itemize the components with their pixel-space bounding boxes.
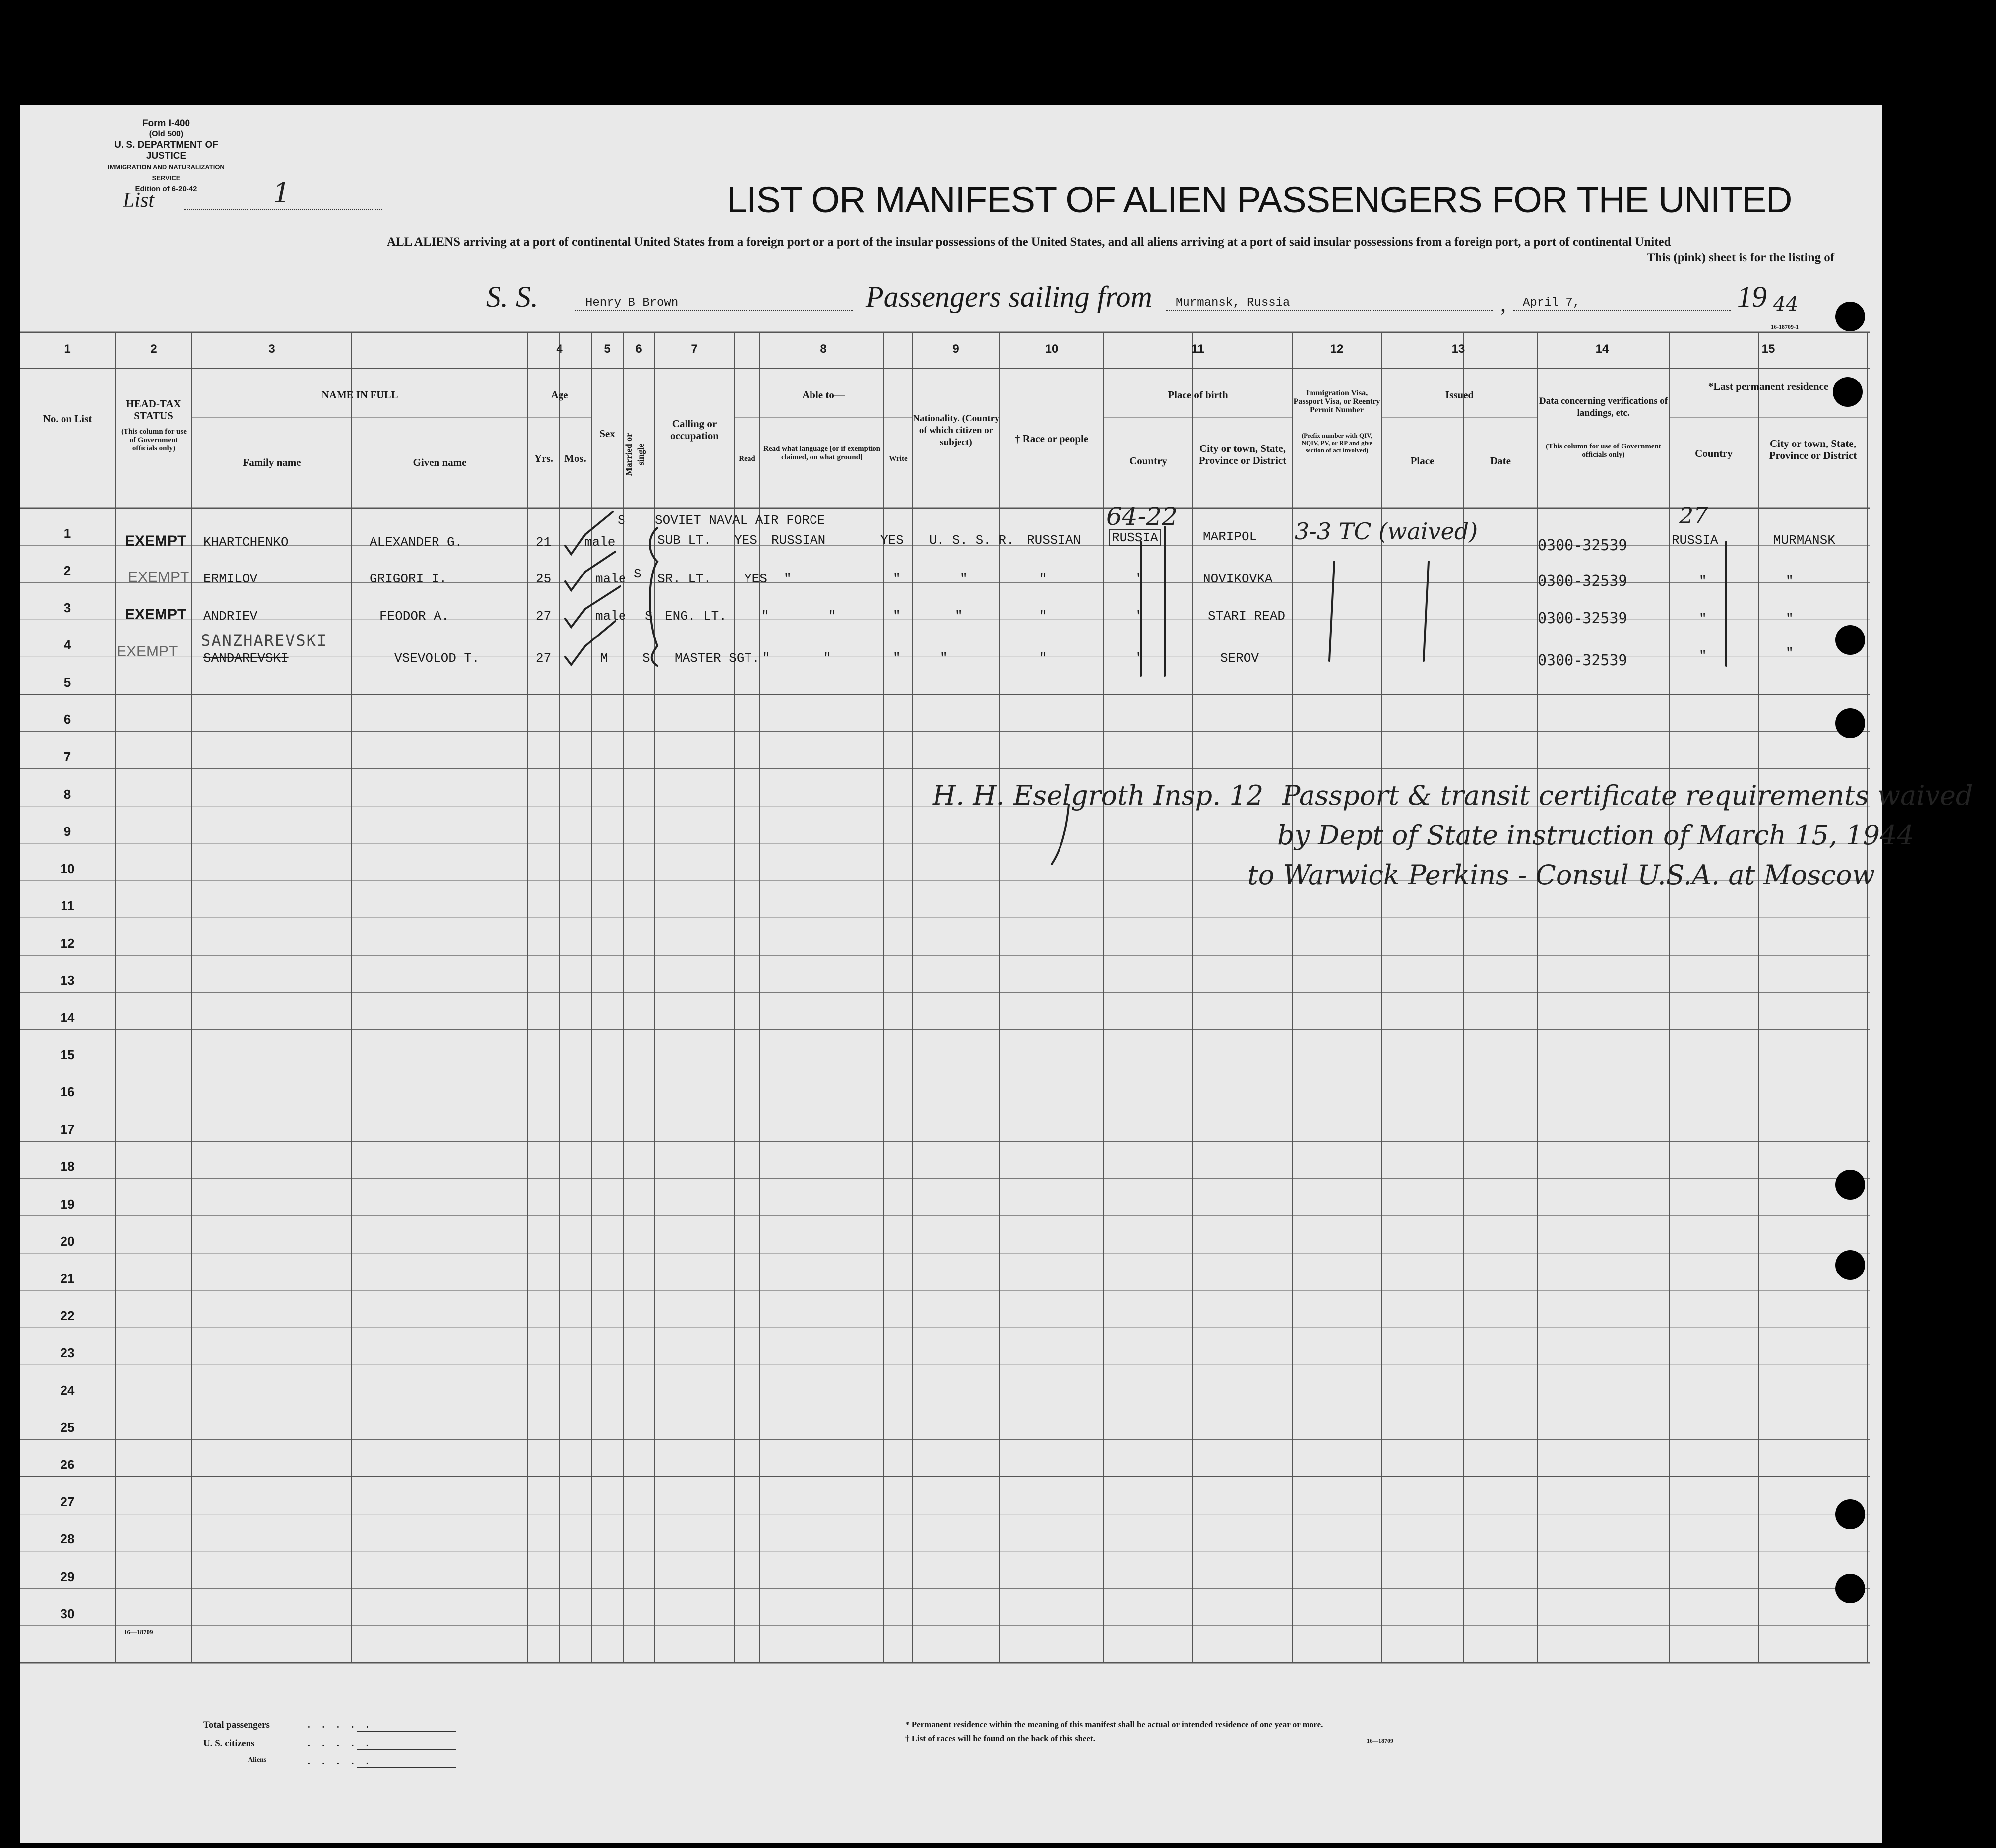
nationality: U. S. S. R. xyxy=(929,533,1014,548)
header-read: Read xyxy=(739,455,755,463)
column-number: 10 xyxy=(1045,342,1059,356)
row-number: 4 xyxy=(63,637,71,653)
row-number: 19 xyxy=(60,1196,75,1211)
head-tax-status: EXEMPT xyxy=(125,606,187,623)
column-number: 2 xyxy=(150,342,157,356)
verification-data: 0300-32539 xyxy=(1538,573,1627,590)
list-label: List xyxy=(123,189,155,212)
header-res-country: Country xyxy=(1695,447,1733,459)
age-years: 27 xyxy=(536,609,552,624)
given-name: ALEXANDER G. xyxy=(370,535,463,550)
residence-mark: 27 xyxy=(1679,502,1708,529)
sailing-label: Passengers sailing from xyxy=(866,280,1152,313)
marital-status: S xyxy=(645,609,653,624)
row-number: 12 xyxy=(60,935,75,951)
sex: male xyxy=(595,572,626,586)
birth-country: " xyxy=(1136,572,1144,586)
header-sex: Sex xyxy=(599,428,615,440)
header-age: Age xyxy=(551,389,568,401)
nationality: " xyxy=(940,651,948,666)
row-number: 11 xyxy=(61,898,74,913)
row-number: 6 xyxy=(63,712,71,727)
row-number: 7 xyxy=(63,749,71,765)
read: YES xyxy=(734,533,757,548)
row-number: 26 xyxy=(60,1457,75,1472)
header-birth-city: City or town, State, Province or District xyxy=(1198,443,1287,466)
family-name: ERMILOV xyxy=(203,572,258,586)
column-number: 4 xyxy=(556,342,563,356)
nationality: " xyxy=(960,572,968,586)
residence-city: " xyxy=(1786,611,1794,626)
residence-country: " xyxy=(1699,611,1707,626)
row-number: 18 xyxy=(60,1159,75,1174)
form-old-number: (Old 500) xyxy=(149,130,184,138)
row-number: 23 xyxy=(60,1345,75,1360)
header-name-in-full: NAME IN FULL xyxy=(321,389,398,401)
calling: ENG. LT. xyxy=(665,609,727,624)
column-number: 1 xyxy=(64,342,71,356)
pen-stroke xyxy=(585,512,613,534)
race: " xyxy=(1039,651,1047,666)
birth-city: MARIPOL xyxy=(1203,529,1257,544)
write: " xyxy=(893,609,901,624)
header-married: Married or single xyxy=(624,433,646,476)
birth-city: STARI READ xyxy=(1208,609,1286,624)
total-passengers-line xyxy=(357,1731,456,1732)
year-suffix: 44 xyxy=(1773,293,1799,316)
header-able-to: Able to— xyxy=(802,389,845,401)
row-number: 30 xyxy=(60,1606,75,1621)
header-data-concerning: Data concerning verifications of landings, etc. xyxy=(1539,396,1668,418)
dotted-leader: . . . . . xyxy=(308,1720,374,1730)
year-prefix: 19 xyxy=(1737,280,1767,313)
column-number: 5 xyxy=(604,342,611,356)
race: RUSSIAN xyxy=(1027,533,1081,548)
header-last-residence: *Last permanent residence xyxy=(1708,381,1829,392)
row-number: 25 xyxy=(60,1420,75,1435)
head-tax-status: EXEMPT xyxy=(128,569,189,585)
residence-city: " xyxy=(1786,574,1794,589)
header-nationality: Nationality. (Country of which citizen or subject) xyxy=(913,413,999,447)
sex: male xyxy=(595,609,626,624)
column-number: 7 xyxy=(691,342,698,356)
header-race: † Race or people xyxy=(1014,433,1089,445)
header-write: Write xyxy=(889,455,908,463)
birth-country: RUSSIA xyxy=(1109,529,1161,546)
ditto-stroke xyxy=(1424,562,1429,661)
punch-hole xyxy=(1835,625,1865,655)
manifest-subtitle-2: This (pink) sheet is for the listing of xyxy=(1647,251,1835,264)
header-given-name: Given name xyxy=(413,456,467,468)
visa-number: 3-3 TC (waived) xyxy=(1295,518,1478,545)
pen-stroke xyxy=(585,586,620,609)
read: " xyxy=(762,651,770,666)
calling: SUB LT. xyxy=(657,533,712,548)
row-number: 16 xyxy=(60,1084,75,1100)
annotation-line-2: by Dept of State instruction of March 15, 1944 xyxy=(1277,820,1914,851)
header-calling: Calling or occupation xyxy=(670,418,719,442)
header-issued-date: Date xyxy=(1490,455,1511,467)
form-code: 16-18709-1 xyxy=(1771,323,1799,330)
given-name: GRIGORI I. xyxy=(370,572,447,586)
column-number: 3 xyxy=(268,342,275,356)
given-name: FEODOR A. xyxy=(379,609,449,624)
punch-hole xyxy=(1835,1499,1865,1529)
header-res-city: City or town, State, Province or District xyxy=(1769,438,1857,461)
birth-city: SEROV xyxy=(1220,651,1259,666)
row-number: 20 xyxy=(60,1233,75,1249)
row-number: 29 xyxy=(60,1569,75,1584)
family-name: ANDRIEV xyxy=(203,609,258,624)
row-number: 22 xyxy=(60,1308,75,1323)
dotted-leader: . . . . . xyxy=(308,1756,374,1767)
column-number: 13 xyxy=(1451,342,1465,356)
read: YES xyxy=(744,572,767,586)
head-tax-status: EXEMPT xyxy=(117,643,178,660)
pen-stroke xyxy=(585,552,615,572)
column-number: 11 xyxy=(1191,342,1204,356)
age-years: 25 xyxy=(536,572,552,586)
annotation-line-1: Passport & transit certificate requirements waived xyxy=(1282,780,1973,811)
ditto-stroke xyxy=(1329,562,1334,661)
row-number: 15 xyxy=(60,1047,75,1063)
row-number: 8 xyxy=(63,786,71,802)
calling: SR. LT. xyxy=(657,572,712,586)
race: " xyxy=(1039,572,1047,586)
verification-data: 0300-32539 xyxy=(1538,610,1627,627)
header-mos: Mos. xyxy=(564,452,586,464)
row-number: 27 xyxy=(60,1494,75,1510)
column-number: 15 xyxy=(1761,342,1775,356)
punch-hole xyxy=(1835,302,1865,331)
service-name: IMMIGRATION AND NATURALIZATION SERVICE xyxy=(108,163,225,182)
check-mark xyxy=(565,534,585,554)
check-mark xyxy=(565,646,585,665)
aliens-line xyxy=(357,1767,456,1768)
column-number: 8 xyxy=(820,342,827,356)
write: " xyxy=(893,572,901,586)
dotted-leader: . . . . . xyxy=(308,1738,374,1749)
column-number: 6 xyxy=(635,342,642,356)
header-place-of-birth: Place of birth xyxy=(1168,389,1228,401)
age-years: 27 xyxy=(536,651,552,666)
pen-stroke xyxy=(1052,805,1069,864)
punch-hole xyxy=(1835,1574,1865,1603)
row-number: 13 xyxy=(60,972,75,988)
residence-city: MURMANSK xyxy=(1773,533,1835,548)
manifest-subtitle: ALL ALIENS arriving at a port of continental United States from a foreign port or a port of the insular possessions of the United States, and all aliens arriving at a port of said insular possessions from a foreign port, a port of continental United xyxy=(387,235,1671,249)
row-number: 5 xyxy=(63,675,71,690)
manifest-title: LIST OR MANIFEST OF ALIEN PASSENGERS FOR THE UNITED xyxy=(727,179,1792,220)
head-tax-status: EXEMPT xyxy=(125,533,187,549)
residence-city: " xyxy=(1786,646,1794,661)
birth-mark: 64-22 xyxy=(1106,502,1178,531)
read-language: " xyxy=(784,572,792,586)
write: YES xyxy=(880,533,904,548)
family-name: KHARTCHENKO xyxy=(203,535,289,550)
us-citizens-label: U. S. citizens xyxy=(203,1738,255,1749)
total-passengers-label: Total passengers xyxy=(203,1720,270,1730)
row-number: 28 xyxy=(60,1531,75,1547)
header-no-on-list: No. on List xyxy=(43,413,92,425)
row-number: 3 xyxy=(63,600,71,616)
header-read-language: Read what language [or if exemption claimed, on what ground] xyxy=(763,445,880,461)
read-language: " xyxy=(823,651,831,666)
given-name: VSEVOLOD T. xyxy=(394,651,480,666)
write: " xyxy=(893,651,901,666)
column-number: 12 xyxy=(1330,342,1344,356)
header-visa-note: (Prefix number with QIV, NQIV, PV, or RP and give section of act involved) xyxy=(1301,432,1372,454)
footer-code-left: 16—18709 xyxy=(124,1628,153,1636)
unit-name: SOVIET NAVAL AIR FORCE xyxy=(655,513,825,528)
marital-status: S xyxy=(618,513,625,528)
footer-code-right: 16—18709 xyxy=(1367,1737,1393,1744)
punch-hole xyxy=(1835,1170,1865,1200)
form-number: Form I-400 xyxy=(142,118,190,128)
nationality: " xyxy=(955,609,963,624)
birth-country: " xyxy=(1136,609,1144,624)
calling: MASTER SGT. xyxy=(675,651,760,666)
brace-stroke xyxy=(650,528,657,666)
punch-hole xyxy=(1835,1250,1865,1280)
column-number: 14 xyxy=(1595,342,1609,356)
verification-data: 0300-32539 xyxy=(1538,652,1627,669)
read-language: " xyxy=(828,609,836,624)
residence-country: " xyxy=(1699,574,1707,589)
us-citizens-line xyxy=(357,1749,456,1750)
handwritten-marks xyxy=(20,105,1882,1843)
sailing-date: April 7, xyxy=(1523,296,1580,310)
row-number: 14 xyxy=(60,1010,75,1025)
verification-data: 0300-32539 xyxy=(1538,537,1627,554)
read: " xyxy=(761,609,769,624)
header-birth-country: Country xyxy=(1129,455,1167,467)
check-mark xyxy=(565,609,585,627)
sex: M xyxy=(600,651,608,666)
row-number: 2 xyxy=(63,563,71,578)
footnote-races: † List of races will be found on the back of this sheet. xyxy=(905,1734,1095,1743)
race: " xyxy=(1039,609,1047,624)
column-number: 9 xyxy=(952,342,959,356)
marital-status: S xyxy=(634,567,642,581)
aliens-label: Aliens xyxy=(248,1756,267,1764)
row-number: 9 xyxy=(63,824,71,839)
header-family-name: Family name xyxy=(243,456,301,468)
header-yrs: Yrs. xyxy=(534,452,553,464)
inspector-signature: H. H. Eselgroth Insp. 12 xyxy=(933,780,1264,811)
check-mark xyxy=(565,572,585,590)
row-number: 17 xyxy=(60,1122,75,1137)
row-number: 21 xyxy=(60,1271,75,1286)
footnote-residence: * Permanent residence within the meaning of this manifest shall be actual or intended residence of one year or more. xyxy=(905,1720,1323,1729)
pen-stroke xyxy=(585,621,615,646)
header-issued-place: Place xyxy=(1410,455,1435,467)
sailing-port: Murmansk, Russia xyxy=(1176,296,1290,310)
family-name: SANDAREVSKI xyxy=(203,651,289,666)
residence-country: RUSSIA xyxy=(1672,533,1718,548)
manifest-sheet xyxy=(20,105,1973,1843)
birth-country: " xyxy=(1136,651,1144,666)
header-issued: Issued xyxy=(1445,389,1474,401)
header-head-tax: HEAD-TAX STATUS xyxy=(126,398,181,422)
header-data-note: (This column for use of Government officials only) xyxy=(1546,443,1661,459)
residence-country: " xyxy=(1699,648,1707,663)
row-number: 10 xyxy=(60,861,75,876)
annotation-line-3: to Warwick Perkins - Consul U.S.A. at Moscow xyxy=(1248,859,1875,891)
header-head-tax-note: (This column for use of Government officials only) xyxy=(121,428,187,452)
department-name: U. S. DEPARTMENT OF JUSTICE xyxy=(114,140,218,161)
ship-name: Henry B Brown xyxy=(585,296,679,310)
punch-hole xyxy=(1833,377,1863,407)
ss-label: S. S. xyxy=(486,280,538,313)
sex: male xyxy=(584,535,616,550)
marital-status: S xyxy=(642,651,650,666)
header-visa: Immigration Visa, Passport Visa, or Reentry Permit Number xyxy=(1293,389,1380,414)
row-number: 1 xyxy=(63,525,71,541)
edition-date: Edition of 6-20-42 xyxy=(135,185,197,193)
age-years: 21 xyxy=(536,535,552,550)
family-name-correction: SANZHAREVSKI xyxy=(201,631,328,650)
read-language: RUSSIAN xyxy=(771,533,826,548)
list-number: 1 xyxy=(273,177,291,209)
birth-city: NOVIKOVKA xyxy=(1203,572,1273,586)
punch-hole xyxy=(1835,708,1865,738)
row-number: 24 xyxy=(60,1383,75,1398)
comma-separator: , xyxy=(1500,292,1506,316)
